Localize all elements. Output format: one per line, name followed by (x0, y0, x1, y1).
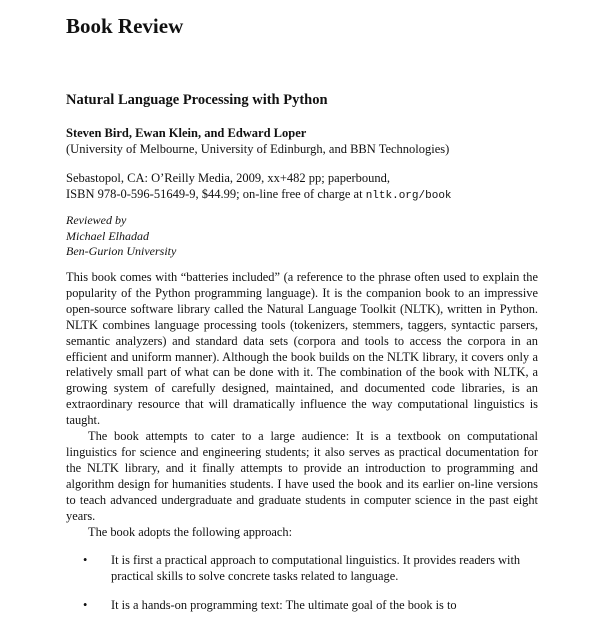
publication-line-2 (66, 186, 452, 204)
publication-line-1: Sebastopol, CA: O’Reilly Media, 2009, xx+482 pp; paperbound, (66, 171, 391, 185)
reviewer-affiliation: Ben-Gurion University (66, 244, 177, 258)
book-title: Natural Language Processing with Python (66, 92, 328, 108)
author-affiliations: (University of Melbourne, University of Edinburgh, and BBN Technologies) (66, 142, 450, 156)
list-item-text: It is first a practical approach to computational linguistics. It provides readers with practical skills to solve concrete tasks related to language. (111, 553, 521, 584)
review-body (66, 270, 538, 627)
list-item-text: It is a hands-on programming text: The ultimate goal of the book is to (111, 598, 457, 613)
book-url: nltk.org/book (365, 190, 452, 202)
list-item (66, 598, 538, 614)
author-block (66, 125, 449, 157)
approach-list (66, 553, 538, 614)
reviewer-block (66, 213, 176, 260)
list-item (66, 553, 538, 585)
bullet-icon: • (83, 598, 88, 613)
publication-info (66, 170, 452, 204)
author-names: Steven Bird, Ewan Klein, and Edward Loper (66, 126, 307, 140)
section-title: Book Review (66, 14, 184, 38)
bullet-icon: • (83, 553, 88, 568)
body-paragraph: The book attempts to cater to a large audience: It is a textbook on computational linguistics for science and engineering students; it also serves as practical documentation for the NLTK library, and it finally attempts to provide an introduction to programming and algorithm design for humanities students. I have used the book and its earlier on-line versions to teach advanced undergraduate and graduate students in computer science in the past eight years. (66, 429, 538, 523)
reviewed-by-label: Reviewed by (66, 213, 127, 227)
reviewer-name: Michael Elhadad (66, 228, 149, 243)
body-paragraph: This book comes with “batteries included” (a reference to the phrase often used to explain the popularity of the Python programming language). It is the companion book to an impressive open-source software library called the Natural Language Toolkit (NLTK), written in Python. NLTK combines language processing tools (tokenizers, stemmers, taggers, syntactic parsers, semantic analyzers) and standard data sets (corpora and tools to access the corpora in an efficient and uniform manner). Although the book builds on the NLTK library, it covers only a relatively small part of what can be done with it. The combination of the book with NLTK, a growing system of carefully designed, maintained, and documented code libraries, is an extraordinary resource that will dramatically influence the way computational linguistics is taught. (66, 270, 538, 428)
body-paragraph: The book adopts the following approach: (88, 524, 293, 539)
publication-isbn-price: ISBN 978-0-596-51649-9, $44.99; on-line free of charge at (66, 187, 366, 201)
